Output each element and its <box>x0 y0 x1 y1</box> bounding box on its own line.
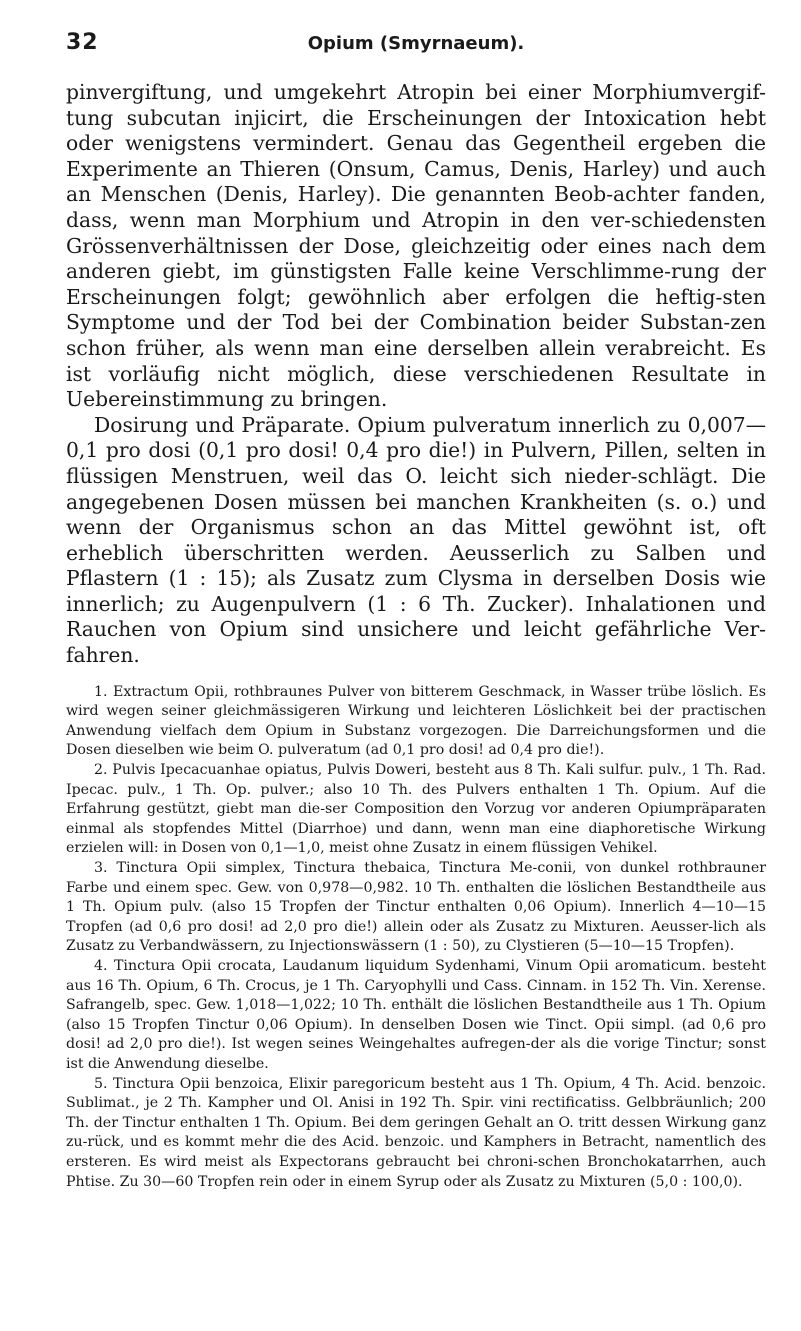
preparation-extractum-opii: 1. Extractum Opii, rothbraunes Pulver von bitterem Geschmack, in Wasser trübe löslich. Es wird wegen seiner gleichmässigeren Wirkung und leichteren Löslichkeit bei der practischen Anwendung vielfach dem Opium in Substanz vorgezogen. Die Darreichungsformen und die Dosen dieselben wie beim O. pulveratum (ad 0,1 pro dosi! ad 0,4 pro die!). <box>66 683 766 759</box>
running-head: Opium (Smyrnaeum). <box>307 33 525 54</box>
preparation-tinctura-opii-benzoica: 5. Tinctura Opii benzoica, Elixir paregoricum besteht aus 1 Th. Opium, 4 Th. Acid. benzoic. Sublimat., je 2 Th. Kampher und Ol. Anisi in 192 Th. Spir. vini rectificatiss. Gelbbräunlich; 200 Th. der Tinctur enthalten 1 Th. Opium. Bei dem geringen Gehalt an O. tritt dessen Wirkung ganz zu-rück, und es kommt mehr die des Acid. benzoic. und Kamphers in Betracht, namentlich des ersteren. Es wird meist als Expectorans gebraucht bei chroni-schen Bronchokatarrhen, auch Phtise. Zu 30—60 Tropfen rein oder in einem Syrup oder als Zusatz zu Mixturen (5,0 : 100,0). <box>66 1075 766 1190</box>
page-header <box>66 30 766 80</box>
page-number: 32 <box>66 30 99 55</box>
preparation-pulvis-doweri: 2. Pulvis Ipecacuanhae opiatus, Pulvis Doweri, besteht aus 8 Th. Kali sulfur. pulv., 1 Th. Rad. Ipecac. pulv., 1 Th. Op. pulver.; also 10 Th. des Pulvers enthalten 1 Th. Opium. Auf die Erfahrung gestützt, giebt man die-ser Composition den Vorzug vor anderen Opiumpräparaten einmal als stopfendes Mittel (Diarrhoe) und dann, wenn man eine diaphoretische Wirkung erzielen will: in Dosen von 0,1—1,0, meist ohne Zusatz in einem flüssigen Vehikel. <box>66 762 766 857</box>
paragraph-atropin-morphium: pinvergiftung, und umgekehrt Atropin bei einer Morphiumvergif-tung subcutan injicirt, die Erscheinungen der Intoxication hebt oder wenigstens vermindert. Genau das Gegentheil ergeben die Experimente an Thieren (Onsum, Camus, Denis, Harley) und auch an Menschen (Denis, Harley). Die genannten Beob-achter fanden, dass, wenn man Morphium und Atropin in den ver-schiedensten Grössenverhältnissen der Dose, gleichzeitig oder eines nach dem anderen giebt, im günstigsten Falle keine Verschlimme-rung der Erscheinungen folgt; gewöhnlich aber erfolgen die heftig-sten Symptome und der Tod bei der Combination beider Substan-zen schon früher, als wenn man eine derselben allein verabreicht. Es ist vorläufig nicht möglich, diese verschiedenen Resultate in Uebereinstimmung zu bringen. <box>66 80 766 412</box>
preparation-tinctura-opii-simplex: 3. Tinctura Opii simplex, Tinctura thebaica, Tinctura Me-conii, von dunkel rothbrauner Farbe und einem spec. Gew. von 0,978—0,982. 10 Th. enthalten die löslichen Bestandtheile aus 1 Th. Opium pulv. (also 15 Tropfen der Tinctur enthalten 0,06 Opium). Innerlich 4—10—15 Tropfen (ad 0,6 pro dosi! ad 2,0 pro die!) allein oder als Zusatz zu Mixturen. Aeusser-lich als Zusatz zu Verbandwässern, zu Injectionswässern (1 : 50), zu Clystieren (5—10—15 Tropfen). <box>66 860 766 955</box>
book-page <box>66 30 766 1192</box>
main-text <box>66 80 766 669</box>
preparation-tinctura-opii-crocata: 4. Tinctura Opii crocata, Laudanum liquidum Sydenhami, Vinum Opii aromaticum. besteht aus 16 Th. Opium, 6 Th. Crocus, je 1 Th. Caryophylli und Cass. Cinnam. in 152 Th. Vin. Xerense. Safrangelb, spec. Gew. 1,018—1,022; 10 Th. enthält die löslichen Bestandtheile aus 1 Th. Opium (also 15 Tropfen Tinctur 0,06 Opium). In denselben Dosen wie Tinct. Opii simpl. (ad 0,6 pro dosi! ad 2,0 pro die!). Ist wegen seines Weingehaltes aufregen-der als die vorige Tinctur; sonst ist die Anwendung dieselbe. <box>66 957 766 1072</box>
preparations-list <box>66 683 766 1192</box>
paragraph-dosirung: Dosirung und Präparate. Opium pulveratum innerlich zu 0,007—0,1 pro dosi (0,1 pro dosi! 0,4 pro die!) in Pulvern, Pillen, selten in flüssigen Menstruen, weil das O. leicht sich nieder-schlägt. Die angegebenen Dosen müssen bei manchen Krankheiten (s. o.) und wenn der Organismus schon an das Mittel gewöhnt ist, oft erheblich überschritten werden. Aeusserlich zu Salben und Pflastern (1 : 15); als Zusatz zum Clysma in derselben Dosis wie innerlich; zu Augenpulvern (1 : 6 Th. Zucker). Inhalationen und Rauchen von Opium sind unsichere und leicht gefährliche Ver-fahren. <box>66 412 766 668</box>
